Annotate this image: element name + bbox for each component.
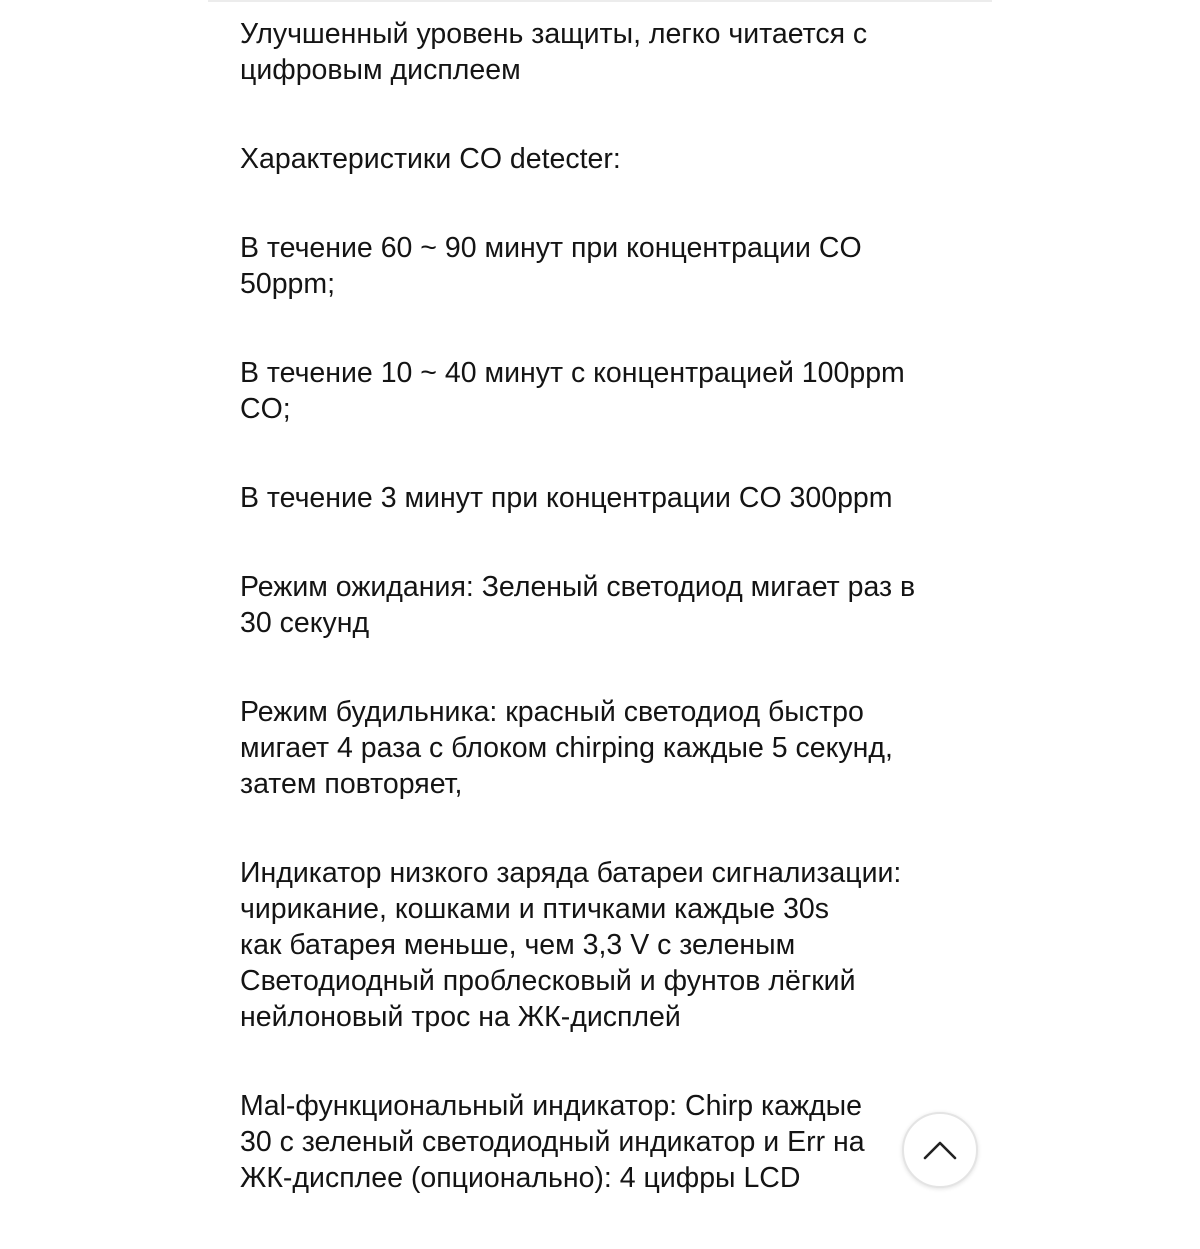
description-paragraph: Mal-функциональный индикатор: Chirp каждые 30 с зеленый светодиодный индикатор и Err на ЖК-дисплее (опционально): 4 цифры LCD (240, 1090, 865, 1194)
description-paragraph: Режим ожидания: Зеленый светодиод мигает раз в 30 секунд (240, 571, 916, 639)
chevron-up-icon (923, 1140, 957, 1160)
description-paragraph: В течение 10 ~ 40 минут с концентрацией 100ppm CO; (240, 357, 905, 425)
description-paragraph: Характеристики CO detecter: (240, 143, 621, 175)
top-divider (208, 0, 992, 2)
description-paragraph: Режим будильника: красный светодиод быстро мигает 4 раза с блоком chirping каждые 5 секунд, затем повторяет, (240, 696, 893, 800)
description-paragraph: Улучшенный уровень защиты, легко читается с цифровым дисплеем (240, 18, 868, 86)
description-paragraph: Индикатор низкого заряда батареи сигнализации: чирикание, кошками и птичками каждые 30s как батарея меньше, чем 3,3 V с зеленым Светодиодный проблесковый и фунтов лёгкий нейлоновый трос на ЖК-дисплей (240, 857, 902, 1033)
product-description (240, 16, 980, 1249)
scroll-to-top-button[interactable] (902, 1112, 978, 1188)
description-paragraph: В течение 60 ~ 90 минут при концентрации CO 50ppm; (240, 232, 862, 300)
description-paragraph: В течение 3 минут при концентрации CO 300ppm (240, 482, 893, 514)
